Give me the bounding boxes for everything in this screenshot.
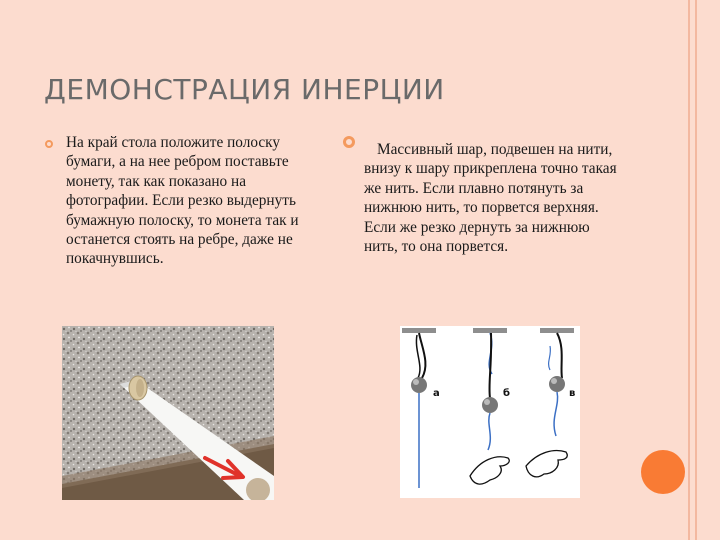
figure-label-v: в <box>569 388 576 399</box>
right-paragraph: Массивный шар, подвешен на нити, внизу к шару прикреплена точно такая же нить. Если плавно потянуть за нижнюю нить, то порвется верхняя. Если же резко дернуть за нижнюю нить, то она порвется. <box>364 141 617 256</box>
bullet-icon <box>343 136 355 148</box>
right-column <box>364 140 626 256</box>
accent-circle <box>641 450 685 494</box>
figure-label-b: б <box>503 388 510 399</box>
left-paragraph: На край стола положите полоску бумаги, а на нее ребром поставьте монету, так как показано на фотографии. Если резко выдернуть бумажную полоску, то монета так и останется стоять на ребре, даже не покачнувшись. <box>66 134 299 268</box>
border-line <box>695 0 697 540</box>
figure-label-a: а <box>433 388 440 399</box>
slide-title: ДЕМОНСТРАЦИЯ ИНЕРЦИИ <box>44 73 445 106</box>
bullet-icon <box>45 140 53 148</box>
left-column <box>66 133 328 269</box>
coin-paper-photo <box>62 326 274 500</box>
pendulum-illustration <box>400 326 580 498</box>
border-line <box>688 0 690 540</box>
